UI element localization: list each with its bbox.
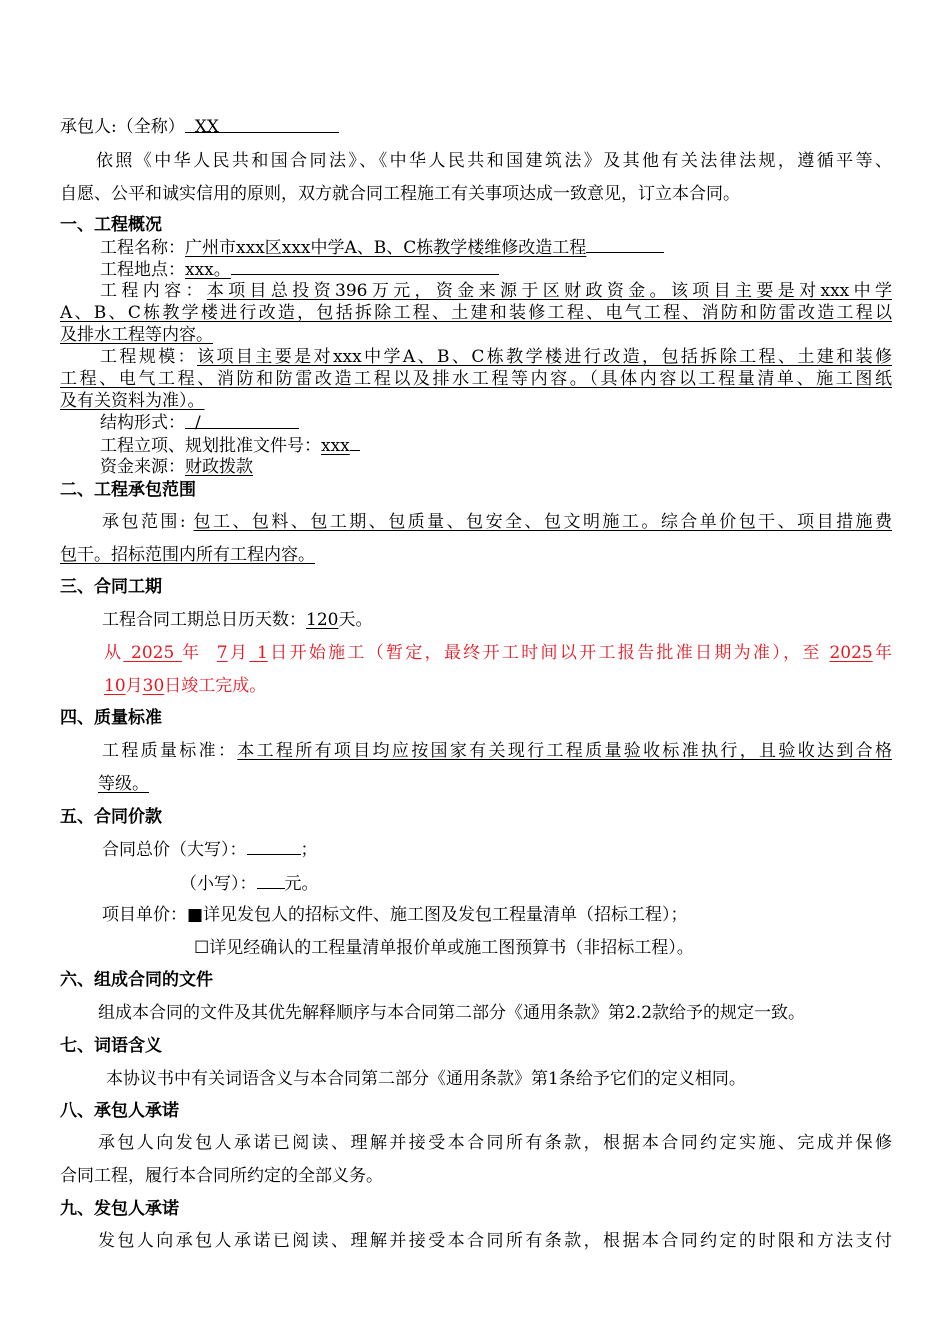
quality-label: 工程质量标准： (102, 741, 238, 761)
structure-value: / (195, 413, 201, 433)
project-location-blank (231, 258, 499, 275)
duration-label: 工程合同工期总日历天数： (102, 610, 306, 630)
start-year-unit: 年 (182, 643, 202, 663)
unit-price-option-2: ☐详见经确认的工程量清单报价单或施工图预算书（非招标工程）。 (194, 938, 694, 958)
price-upper-field (247, 838, 301, 855)
end-day: 30 (142, 676, 165, 696)
end-month: 10 (104, 676, 126, 696)
start-text: 日开始施工（暂定，最终开工时间以开工报告批准日期为准），至 (267, 643, 822, 663)
contractor-name-field (185, 116, 339, 137)
project-scale-line-2: 工程、电气工程、消防和防雷改造工程以及排水工程等内容。（具体内容以工程量清单、施工图纸 (60, 369, 892, 389)
section-8-heading: 八、承包人承诺 (60, 1101, 179, 1121)
contractor-label: 承包人:（全称） (60, 117, 185, 137)
duration-unit: 天。 (338, 610, 373, 630)
duration-days: 120 (306, 610, 339, 630)
contractor-line (60, 116, 892, 138)
intro-line-1: 依照《中华人民共和国合同法》、《中华人民共和国建筑法》及其他有关法律法规，遵循平等、 (96, 151, 892, 171)
documents-text: 组成本合同的文件及其优先解释顺序与本合同第二部分《通用条款》第2.2款给予的规定一致。 (98, 1003, 806, 1023)
end-year: 2025 (829, 643, 873, 663)
scope-line-2: 包干。招标范围内所有工程内容。 (60, 545, 315, 565)
price-lower-end: 元。 (284, 874, 319, 894)
structure-label: 结构形式： (100, 413, 185, 433)
section-9-heading: 九、发包人承诺 (60, 1199, 179, 1219)
unit-price-label: 项目单价： (102, 905, 187, 925)
project-scale-line-3: 及有关资料为准）。 (60, 391, 205, 411)
project-location-label: 工程地点： (100, 260, 185, 280)
scope-label: 承包范围: (102, 512, 186, 532)
intro-line-2: 自愿、公平和诚实信用的原则，双方就合同工程施工有关事项达成一致意见，订立本合同。 (60, 184, 740, 204)
section-5-heading: 五、合同价款 (60, 807, 162, 827)
contractor-commitment-line-2: 合同工程，履行本合同所约定的全部义务。 (60, 1166, 383, 1186)
section-6-heading: 六、组成合同的文件 (60, 970, 213, 990)
project-name-blank (586, 236, 664, 253)
employer-commitment-line-1: 发包人向承包人承诺已阅读、理解并接受本合同所有条款，根据本合同约定的时限和方法支付 (98, 1231, 892, 1251)
start-year: 2025 (131, 643, 175, 663)
unit-price-line (102, 904, 892, 926)
schedule-line-2 (104, 675, 892, 697)
contractor-commitment-line-1: 承包人向发包人承诺已阅读、理解并接受本合同所有条款，根据本合同约定实施、完成并保修 (98, 1133, 892, 1153)
structure-field (185, 412, 299, 433)
quality-line-1 (102, 740, 892, 762)
quality-line-2: 等级。 (98, 774, 149, 794)
project-scale-label: 工程规模： (100, 347, 198, 367)
price-lower-field (257, 872, 285, 889)
quality-text-1: 本工程所有项目均应按国家有关现行工程质量验收标准执行，且验收达到合格 (237, 741, 893, 761)
project-content-line-1 (100, 280, 892, 302)
structure-line (100, 412, 892, 434)
funds-label: 资金来源： (100, 457, 185, 477)
approval-value: xxx (321, 436, 350, 456)
project-location-value: xxx。 (185, 260, 231, 280)
section-1-heading: 一、工程概况 (60, 215, 162, 235)
project-name-value: 广州市xxx区xxx中学A、B、C栋教学楼维修改造工程 (185, 238, 587, 258)
end-text: 日竣工完成。 (164, 676, 267, 696)
scope-line-1 (102, 511, 892, 533)
price-upper-line (102, 838, 892, 861)
approval-line (100, 434, 892, 457)
schedule-line-1 (104, 642, 892, 664)
project-name-line (100, 236, 892, 259)
price-upper-label: 合同总价（大写）： (102, 840, 247, 860)
schedule-from: 从 (104, 643, 124, 663)
start-day: 1 (256, 643, 268, 663)
project-scale-line-1 (100, 346, 892, 368)
price-lower-line (180, 872, 892, 895)
contractor-name: XX (194, 117, 219, 137)
project-location-line (100, 258, 892, 281)
funds-line (100, 456, 892, 478)
price-upper-end: ； (300, 840, 318, 860)
section-3-heading: 三、合同工期 (60, 577, 162, 597)
project-content-line-2: A、B、C栋教学楼进行改造，包括拆除工程、土建和装修工程、电气工程、消防和防雷改造工程以 (60, 303, 892, 323)
project-scale-text-1: 该项目主要是对xxx中学A、B、C栋教学楼进行改造，包括拆除工程、土建和装修 (197, 347, 892, 367)
approval-label: 工程立项、规划批准文件号： (100, 436, 321, 456)
project-content-text-1: 本项目总投资396万元，资金来源于区财政资金。该项目主要是对xxx中学 (206, 281, 892, 301)
project-content-line-3: 及排水工程等内容。 (60, 325, 213, 345)
end-year-unit: 年 (872, 643, 893, 663)
funds-value: 财政拨款 (185, 457, 253, 477)
project-content-label: 工程内容： (100, 281, 207, 301)
unit-price-option-1: ■详见发包人的招标文件、施工图及发包工程量清单（招标工程）； (187, 905, 688, 925)
price-lower-label: （小写）： (180, 874, 257, 894)
start-month-unit: 月 (227, 643, 250, 663)
section-4-heading: 四、质量标准 (60, 708, 162, 728)
start-month: 7 (216, 643, 228, 663)
duration-line (102, 609, 892, 631)
end-month-unit: 月 (125, 676, 143, 696)
section-2-heading: 二、工程承包范围 (60, 480, 196, 500)
definitions-text: 本协议书中有关词语含义与本合同第二部分《通用条款》第1条给予它们的定义相同。 (106, 1069, 746, 1089)
project-name-label: 工程名称： (100, 238, 185, 258)
approval-blank (350, 434, 360, 451)
section-7-heading: 七、词语含义 (60, 1036, 162, 1056)
scope-text-1: 包工、包料、包工期、包质量、包安全、包文明施工。综合单价包干、项目措施费 (193, 512, 893, 532)
